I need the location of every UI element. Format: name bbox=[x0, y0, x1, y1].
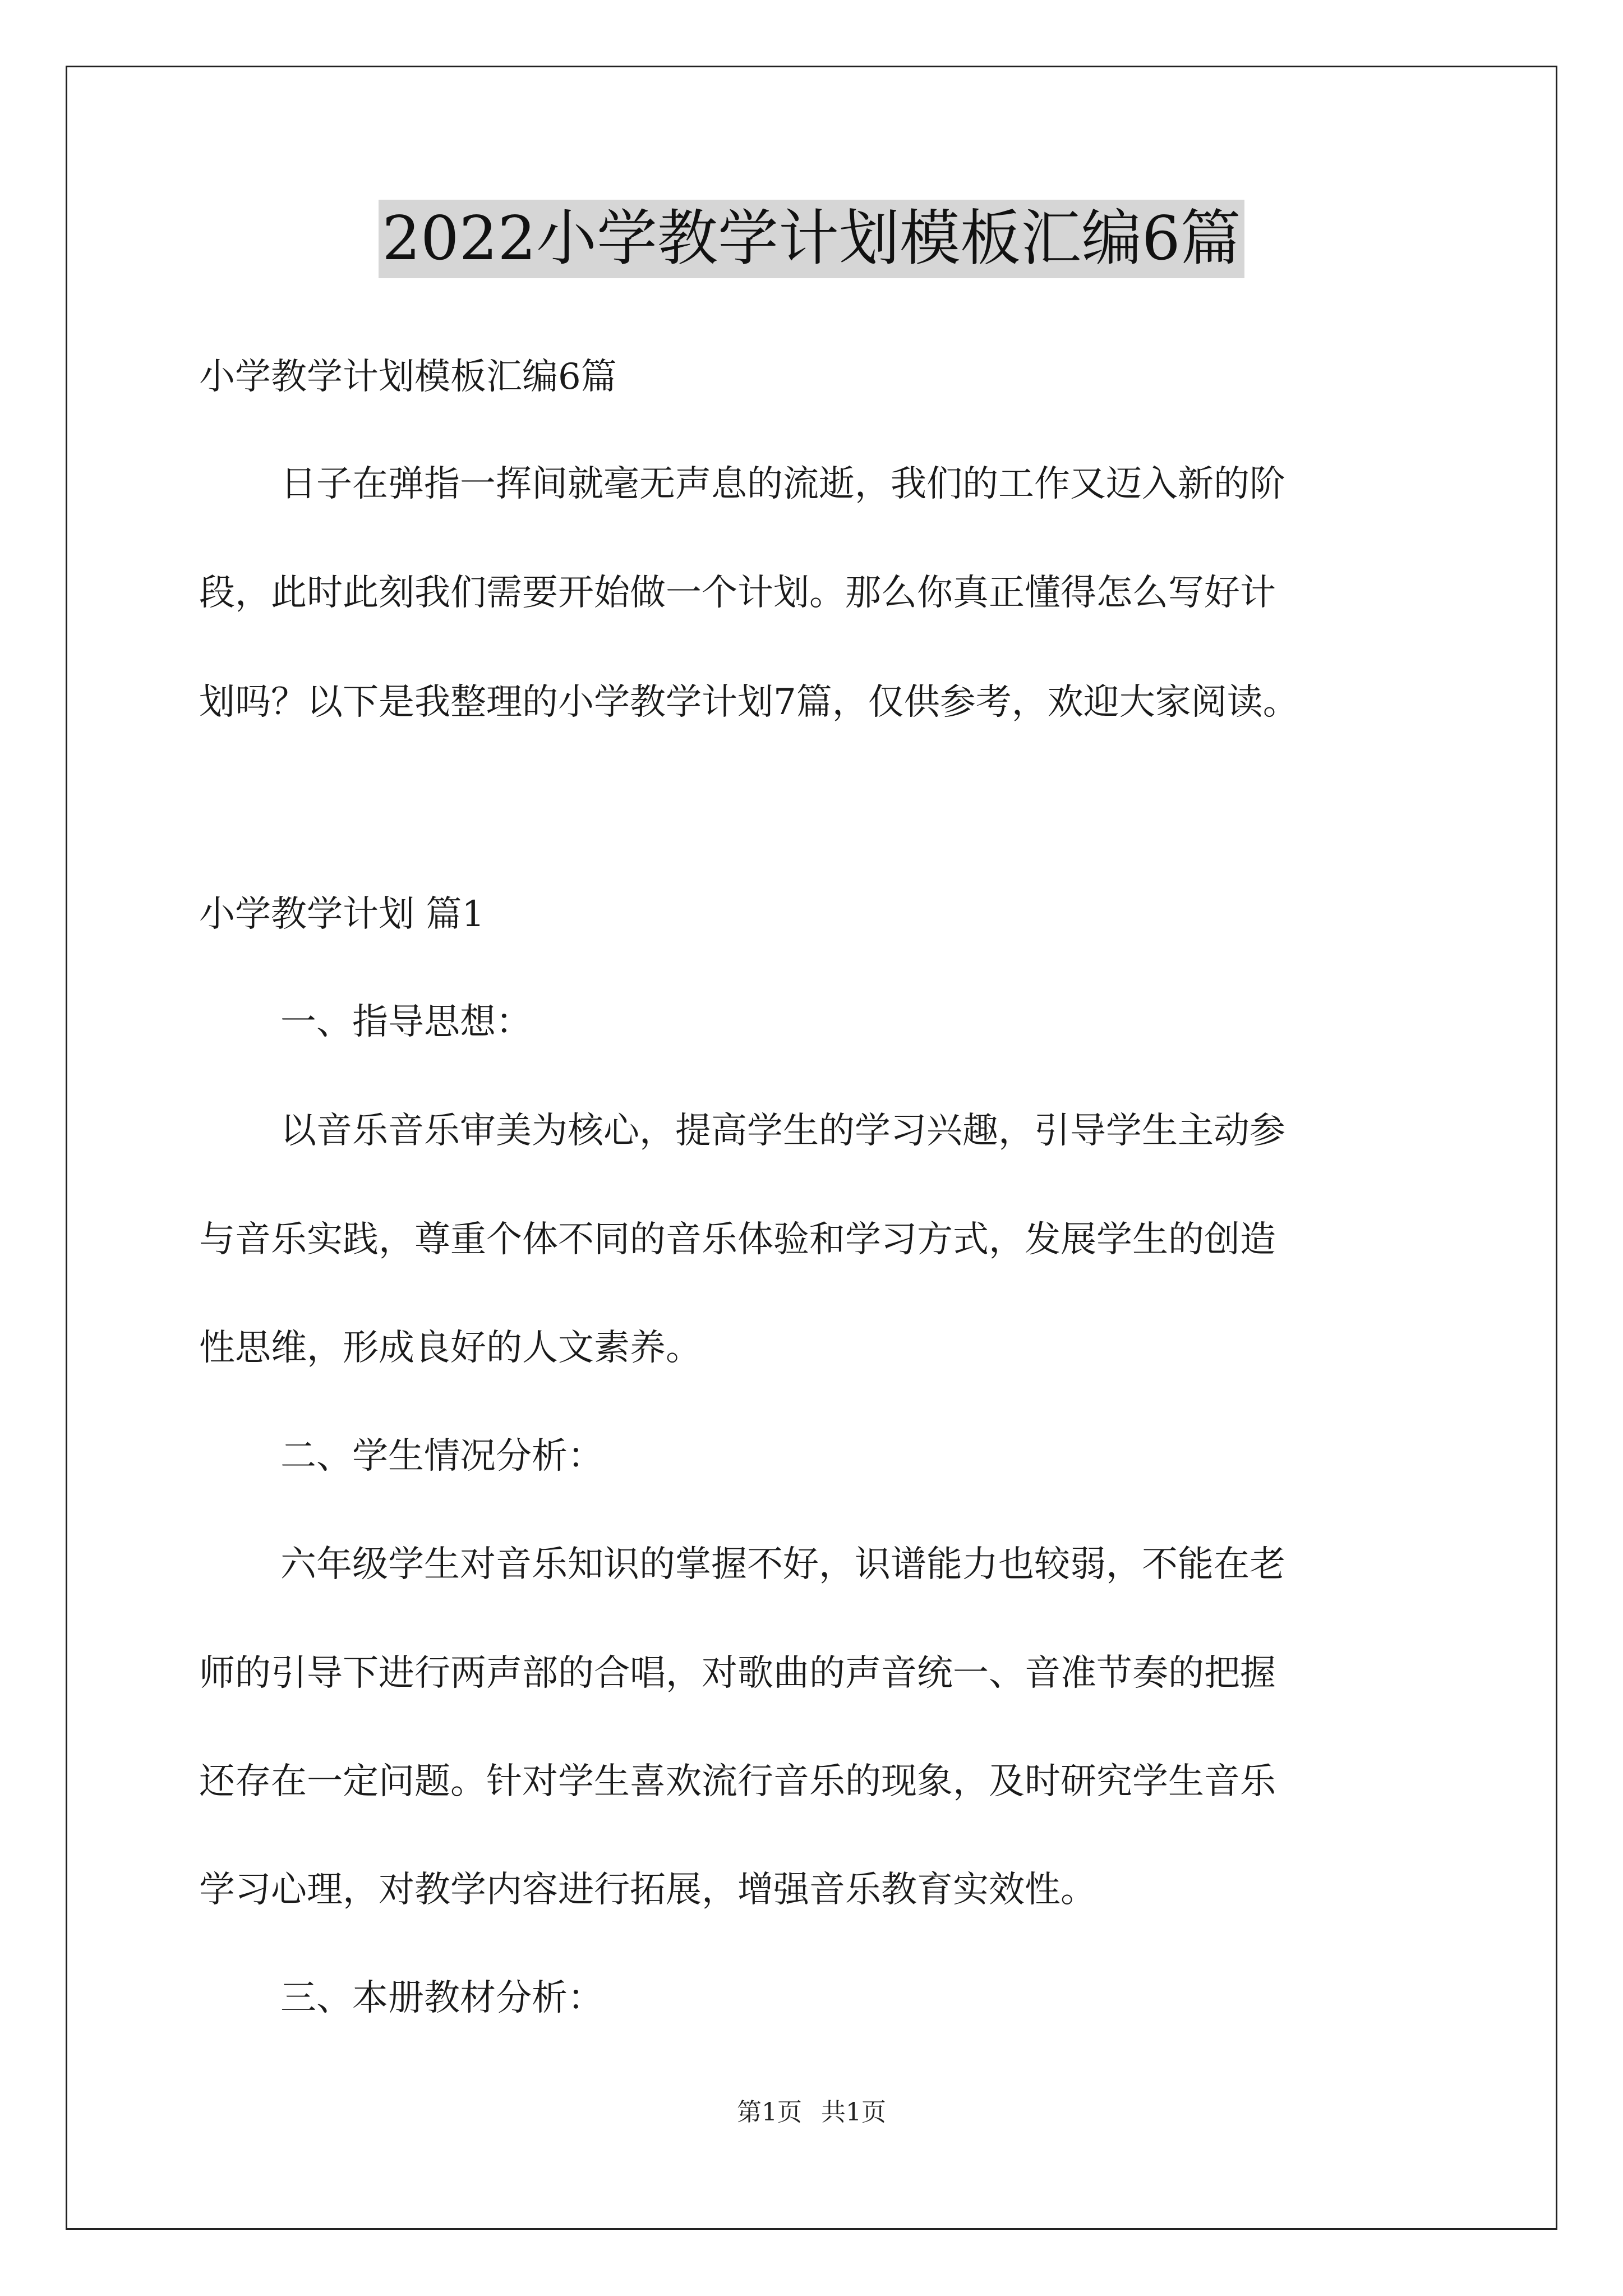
student-line-2: 师的引导下进行两声部的合唱，对歌曲的声音统一、音准节奏的把握 bbox=[199, 1653, 1276, 1694]
textbook-heading: 三、本册教材分析： bbox=[280, 1977, 603, 2019]
guiding-line-1: 以音乐音乐审美为核心，提高学生的学习兴趣，引导学生主动参 bbox=[280, 1110, 1285, 1152]
guiding-heading: 一、指导思想： bbox=[280, 1001, 532, 1043]
student-line-1: 六年级学生对音乐知识的掌握不好，识谱能力也较弱，不能在老 bbox=[280, 1544, 1285, 1585]
intro-line-1: 日子在弹指一挥间就毫无声息的流逝，我们的工作又迈入新的阶 bbox=[280, 463, 1285, 505]
document-title: 2022小学教学计划模板汇编6篇 bbox=[379, 200, 1244, 278]
page-number-total: 共1页 bbox=[821, 2098, 886, 2127]
student-line-3: 还存在一定问题。针对学生喜欢流行音乐的现象，及时研究学生音乐 bbox=[199, 1761, 1276, 1802]
document-subtitle: 小学教学计划模板汇编6篇 bbox=[199, 356, 617, 398]
student-heading: 二、学生情况分析： bbox=[280, 1435, 603, 1477]
page-number-current: 第1页 bbox=[737, 2098, 802, 2127]
student-line-4: 学习心理，对教学内容进行拓展，增强音乐教育实效性。 bbox=[199, 1869, 1096, 1911]
title-container bbox=[0, 200, 1623, 278]
intro-line-2: 段，此时此刻我们需要开始做一个计划。那么你真正懂得怎么写好计 bbox=[199, 572, 1276, 614]
section-heading: 小学教学计划 篇1 bbox=[199, 894, 485, 935]
guiding-line-2: 与音乐实践，尊重个体不同的音乐体验和学习方式，发展学生的创造 bbox=[199, 1219, 1276, 1260]
page-footer bbox=[0, 2097, 1623, 2128]
guiding-line-3: 性思维，形成良好的人文素养。 bbox=[199, 1327, 702, 1369]
intro-line-3: 划吗？以下是我整理的小学教学计划7篇，仅供参考，欢迎大家阅读。 bbox=[199, 682, 1299, 723]
